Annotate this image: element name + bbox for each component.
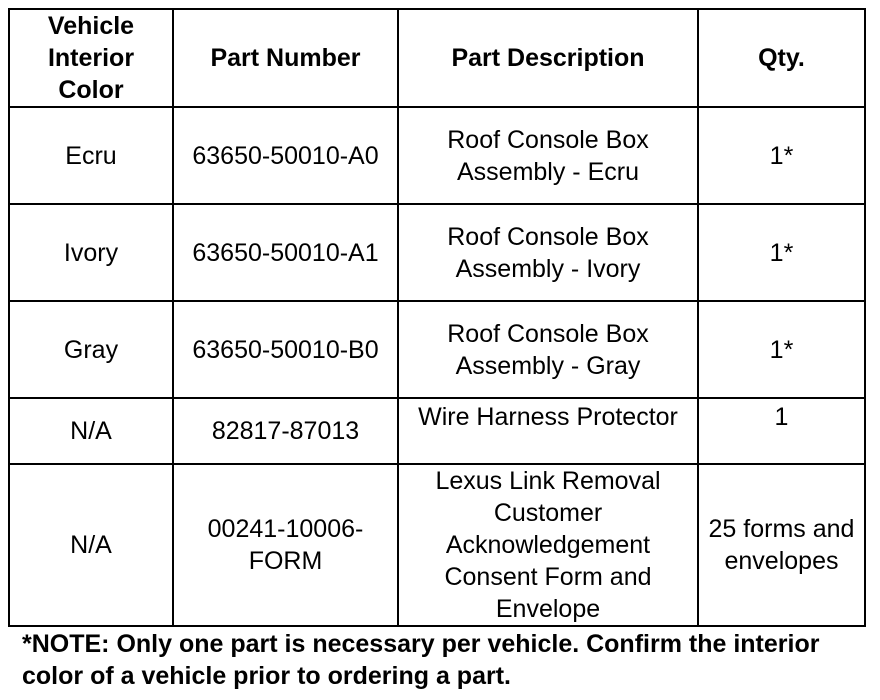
cell-qty: 1* bbox=[698, 107, 865, 204]
table-row bbox=[9, 107, 865, 204]
cell-description: Wire Harness Protector bbox=[398, 398, 698, 464]
table-row bbox=[9, 398, 865, 464]
header-vehicle-interior-color: Vehicle Interior Color bbox=[9, 9, 173, 107]
table-row bbox=[9, 301, 865, 398]
cell-description: Roof Console Box Assembly - Ivory bbox=[398, 204, 698, 301]
cell-qty: 1* bbox=[698, 204, 865, 301]
cell-qty: 25 forms and envelopes bbox=[698, 464, 865, 626]
table-row bbox=[9, 464, 865, 626]
cell-qty: 1 bbox=[698, 398, 865, 464]
cell-part-number: 63650-50010-A1 bbox=[173, 204, 398, 301]
cell-part-number: 63650-50010-B0 bbox=[173, 301, 398, 398]
cell-color: N/A bbox=[9, 464, 173, 626]
cell-part-number: 63650-50010-A0 bbox=[173, 107, 398, 204]
header-row bbox=[9, 9, 865, 107]
cell-part-number: 00241-10006-FORM bbox=[173, 464, 398, 626]
parts-table bbox=[8, 8, 866, 627]
table-row bbox=[9, 204, 865, 301]
cell-color: N/A bbox=[9, 398, 173, 464]
cell-color: Ivory bbox=[9, 204, 173, 301]
cell-color: Ecru bbox=[9, 107, 173, 204]
cell-description: Lexus Link Removal Customer Acknowledgement Consent Form and Envelope bbox=[398, 464, 698, 626]
cell-qty: 1* bbox=[698, 301, 865, 398]
header-part-number: Part Number bbox=[173, 9, 398, 107]
cell-description: Roof Console Box Assembly - Gray bbox=[398, 301, 698, 398]
header-part-description: Part Description bbox=[398, 9, 698, 107]
cell-description: Roof Console Box Assembly - Ecru bbox=[398, 107, 698, 204]
footnote: *NOTE: Only one part is necessary per vehicle. Confirm the interior color of a vehicle prior to ordering a part. bbox=[22, 630, 820, 690]
header-qty: Qty. bbox=[698, 9, 865, 107]
cell-color: Gray bbox=[9, 301, 173, 398]
cell-part-number: 82817-87013 bbox=[173, 398, 398, 464]
